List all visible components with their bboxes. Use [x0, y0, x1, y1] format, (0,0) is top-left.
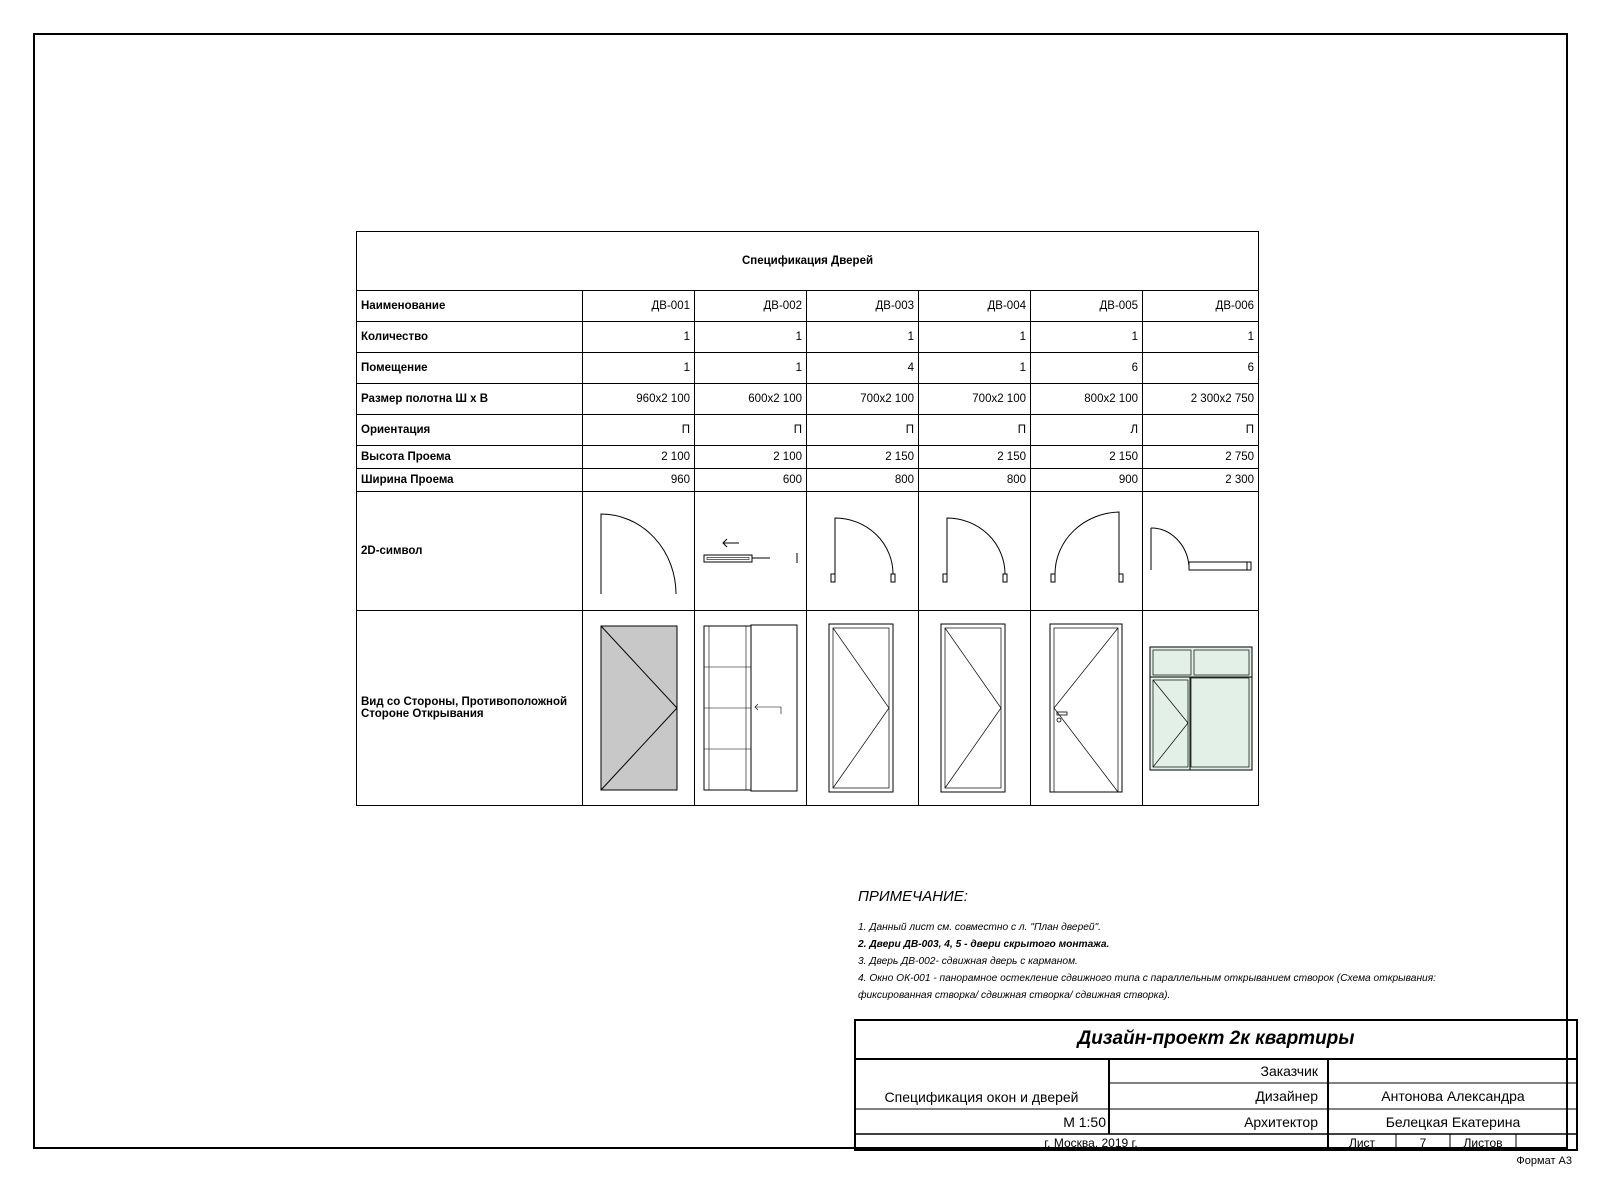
- row-value: 4: [807, 353, 919, 384]
- row-value: 800: [807, 469, 919, 492]
- door-view-dv004: [919, 611, 1031, 806]
- city-year: г. Москва, 2019 г.: [1044, 1135, 1138, 1150]
- row-label: Наименование: [357, 291, 583, 322]
- row-value: 2 750: [1143, 446, 1259, 469]
- table-title: Спецификация Дверей: [357, 232, 1259, 291]
- note-line: фиксированная створка/ сдвижная створка/ сдвижная створка).: [858, 990, 1171, 1001]
- row-value: 2 300: [1143, 469, 1259, 492]
- row-value: ДВ-006: [1143, 291, 1259, 322]
- spec-row: [357, 415, 1259, 446]
- customer-label: Заказчик: [1260, 1063, 1318, 1079]
- door-symbol-dv002: [695, 492, 807, 611]
- row-value: 1: [919, 353, 1031, 384]
- paper-format: Формат А3: [1516, 1155, 1572, 1167]
- symbol-label: 2D-символ: [357, 492, 583, 611]
- note-line: 4. Окно ОК-001 - панорамное остекление сдвижного типа с параллельным открыванием створок (Схема открывания:: [858, 973, 1436, 984]
- note-line: 1. Данный лист см. совместно с л. "План дверей".: [858, 922, 1102, 933]
- row-value: П: [1143, 415, 1259, 446]
- door-view-dv001: [583, 611, 695, 806]
- note-line: 2. Двери ДВ-003, 4, 5 - двери скрытого монтажа.: [858, 939, 1110, 950]
- sheet-label: Лист: [1348, 1135, 1376, 1150]
- row-label: Ориентация: [357, 415, 583, 446]
- architect-label: Архитектор: [1244, 1113, 1318, 1130]
- view-label: Вид со Стороны, Противоположной Стороне Открывания: [357, 611, 583, 806]
- row-value: 1: [695, 322, 807, 353]
- door-view-dv002: [695, 611, 807, 806]
- row-value: 700х2 100: [919, 384, 1031, 415]
- row-value: 1: [1031, 322, 1143, 353]
- door-symbol-dv003: [807, 492, 919, 611]
- designer-value: Антонова Александра: [1381, 1088, 1525, 1104]
- door-symbol-dv006: [1143, 492, 1259, 611]
- row-value: П: [919, 415, 1031, 446]
- row-value: 700х2 100: [807, 384, 919, 415]
- note-line: 3. Дверь ДВ-002- сдвижная дверь с карманом.: [858, 956, 1078, 967]
- project-title: Дизайн-проект 2к квартиры: [1077, 1028, 1355, 1049]
- customer-value: [1328, 1059, 1578, 1083]
- row-value: 1: [695, 353, 807, 384]
- spec-row: [357, 291, 1259, 322]
- notes-heading: ПРИМЕЧАНИЕ:: [858, 888, 968, 905]
- designer-label: Дизайнер: [1255, 1088, 1318, 1104]
- row-value: 960: [583, 469, 695, 492]
- row-value: П: [695, 415, 807, 446]
- door-specification-table: [356, 231, 1259, 806]
- row-value: ДВ-004: [919, 291, 1031, 322]
- sheets-total: [1516, 1134, 1578, 1151]
- row-value: 800: [919, 469, 1031, 492]
- row-value: 1: [583, 353, 695, 384]
- row-value: 6: [1031, 353, 1143, 384]
- row-value: ДВ-003: [807, 291, 919, 322]
- row-value: 2 150: [1031, 446, 1143, 469]
- door-symbol-dv005: [1031, 492, 1143, 611]
- row-label: Высота Проема: [357, 446, 583, 469]
- row-value: 2 150: [919, 446, 1031, 469]
- sheets-label: Листов: [1463, 1135, 1503, 1150]
- row-value: 6: [1143, 353, 1259, 384]
- row-value: ДВ-001: [583, 291, 695, 322]
- row-value: ДВ-005: [1031, 291, 1143, 322]
- spec-row: [357, 384, 1259, 415]
- row-value: 1: [919, 322, 1031, 353]
- spec-row: [357, 322, 1259, 353]
- row-label: Размер полотна Ш х В: [357, 384, 583, 415]
- row-value: 600: [695, 469, 807, 492]
- row-label: Количество: [357, 322, 583, 353]
- row-value: 2 100: [583, 446, 695, 469]
- row-value: 960х2 100: [583, 384, 695, 415]
- row-value: 2 300х2 750: [1143, 384, 1259, 415]
- door-view-dv003: [807, 611, 919, 806]
- architect-value: Белецкая Екатерина: [1385, 1113, 1521, 1130]
- row-value: 2 150: [807, 446, 919, 469]
- spec-row: [357, 446, 1259, 469]
- scale: М 1:50: [1063, 1113, 1106, 1130]
- row-value: 1: [807, 322, 919, 353]
- spec-row: [357, 469, 1259, 492]
- row-value: 1: [1143, 322, 1259, 353]
- row-value: 900: [1031, 469, 1143, 492]
- row-value: П: [583, 415, 695, 446]
- row-value: ДВ-002: [695, 291, 807, 322]
- row-label: Ширина Проема: [357, 469, 583, 492]
- notes-block: [858, 888, 1548, 1004]
- row-value: 600х2 100: [695, 384, 807, 415]
- row-value: Л: [1031, 415, 1143, 446]
- window-view-dv006: [1143, 611, 1259, 806]
- door-view-dv005: [1031, 611, 1143, 806]
- row-value: П: [807, 415, 919, 446]
- door-symbol-dv001: [583, 492, 695, 611]
- spec-row: [357, 353, 1259, 384]
- row-label: Помещение: [357, 353, 583, 384]
- title-block: [854, 1019, 1578, 1151]
- row-value: 1: [583, 322, 695, 353]
- sheet-name: Спецификация окон и дверей: [884, 1088, 1079, 1105]
- sheet-number: 7: [1419, 1135, 1427, 1150]
- door-symbol-dv004: [919, 492, 1031, 611]
- row-value: 2 100: [695, 446, 807, 469]
- row-value: 800х2 100: [1031, 384, 1143, 415]
